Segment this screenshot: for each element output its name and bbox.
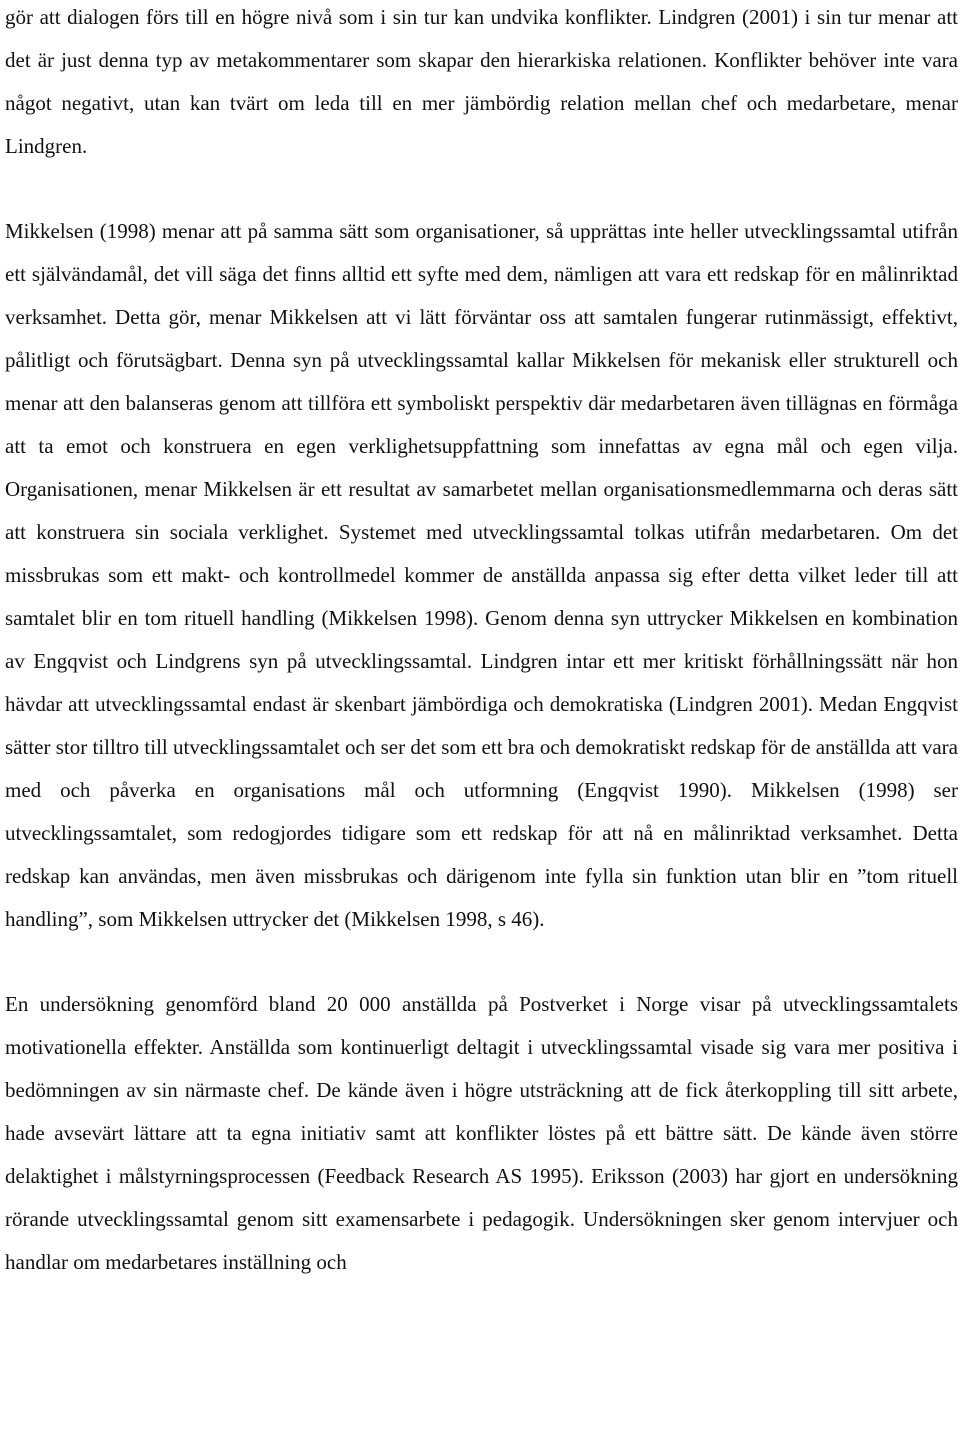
paragraph-mikkelsen: Mikkelsen (1998) menar att på samma sätt som organisationer, så upprättas inte heller utvecklingssamtal utifrån ett självändamål, det vill säga det finns alltid ett syfte med dem, nämligen att vara ett redskap för en målinriktad verksamhet. Detta gör, menar Mikkelsen att vi lätt förväntar oss att samtalen fungerar rutinmässigt, effektivt, pålitligt och förutsägbart. Denna syn på utvecklingssamtal kallar Mikkelsen för mekanisk eller strukturell och menar att den balanseras genom att tillföra ett symboliskt perspektiv där medarbetaren även tillägnas en förmåga att ta emot och konstruera en egen verklighetsuppfattning som innefattas av egna mål och egen vilja. Organisationen, menar Mikkelsen är ett resultat av samarbetet mellan organisationsmedlemmarna och deras sätt att konstruera sin sociala verklighet. Systemet med utvecklingssamtal tolkas utifrån medarbetaren. Om det missbrukas som ett makt- och kontrollmedel kommer de anställda anpassa sig efter detta vilket leder till att samtalet blir en tom rituell handling (Mikkelsen 1998). Genom denna syn uttrycker Mikkelsen en kombination av Engqvist och Lindgrens syn på utvecklingssamtal. Lindgren intar ett mer kritiskt förhållningssätt när hon hävdar att utvecklingssamtal endast är skenbart jämbördiga och demokratiska (Lindgren 2001). Medan Engqvist sätter stor tilltro till utvecklingssamtalet och ser det som ett bra och demokratiskt redskap för de anställda att vara med och påverka en organisations mål och utformning (Engqvist 1990). Mikkelsen (1998) ser utvecklingssamtalet, som redogjordes tidigare som ett redskap för att nå en målinriktad verksamhet. Detta redskap kan användas, men även missbrukas och därigenom inte fylla sin funktion utan blir en ”tom rituell handling”, som Mikkelsen uttrycker det (Mikkelsen 1998, s 46). (5, 219, 958, 931)
document-page (5, 0, 958, 1284)
paragraph-conflicts: gör att dialogen förs till en högre nivå som i sin tur kan undvika konflikter. Lindgren (2001) i sin tur menar att det är just denna typ av metakommentarer som skapar den hierarkiska relationen. Konflikter behöver inte vara något negativt, utan kan tvärt om leda till en mer jämbördig relation mellan chef och medarbetare, menar Lindgren. (5, 5, 958, 158)
paragraph-survey: En undersökning genomförd bland 20 000 anställda på Postverket i Norge visar på utvecklingssamtalets motivationella effekter. Anställda som kontinuerligt deltagit i utvecklingssamtal visade sig vara mer positiva i bedömningen av sin närmaste chef. De kände även i högre utsträckning att de fick återkoppling till sitt arbete, hade avsevärt lättare att ta egna initiativ samt att konflikter löstes på ett bättre sätt. De kände även större delaktighet i målstyrningsprocessen (Feedback Research AS 1995). Eriksson (2003) har gjort en undersökning rörande utvecklingssamtal genom sitt examensarbete i pedagogik. Undersökningen sker genom intervjuer och handlar om medarbetares inställning och (5, 992, 958, 1274)
